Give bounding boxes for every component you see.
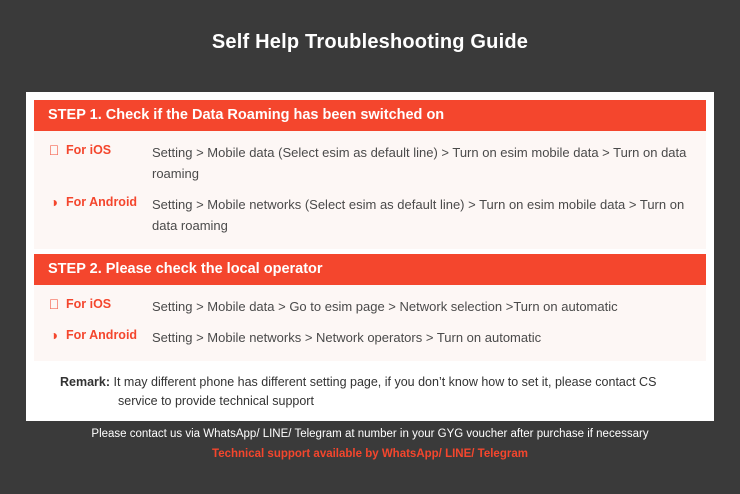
remark-continuation: service to provide technical support <box>118 394 314 408</box>
step-2-instructions-android: Setting > Mobile networks > Network operators > Turn on automatic <box>152 330 542 345</box>
step-2-instructions-ios: Setting > Mobile data > Go to esim page > Network selection >Turn on automatic <box>152 299 618 314</box>
apple-icon <box>46 142 62 159</box>
os-label-text: For iOS <box>66 143 112 157</box>
remark-label: Remark: <box>60 375 111 389</box>
remark-block <box>26 361 714 421</box>
os-label-text: For iOS <box>66 297 112 311</box>
step-1-body <box>34 131 706 249</box>
step-2-row-ios <box>34 291 706 322</box>
footer-contact-line: Please contact us via WhatsApp/ LINE/ Telegram at number in your GYG voucher after purchase if necessary <box>91 428 649 440</box>
footer-support-line: Technical support available by WhatsApp/ LINE/ Telegram <box>212 448 528 460</box>
page-title: Self Help Troubleshooting Guide <box>211 30 529 53</box>
os-label-ios <box>34 142 152 159</box>
step-1-header: STEP 1. Check if the Data Roaming has been switched on <box>34 100 706 131</box>
android-icon: ◑ <box>49 327 59 343</box>
footer <box>0 424 740 464</box>
os-label-android <box>34 194 152 211</box>
step-2-body <box>34 285 706 361</box>
os-label-text: For Android <box>66 328 138 342</box>
os-label-android <box>34 327 152 344</box>
os-label-text: For Android <box>66 195 138 209</box>
remark-text: It may different phone has different setting page, if you don’t know how to set it, please contact CS <box>110 375 657 389</box>
os-label-ios <box>34 296 152 313</box>
apple-icon <box>46 296 62 313</box>
android-icon: ◑ <box>49 194 59 210</box>
step-1-row-ios <box>34 137 706 189</box>
guide-card <box>26 92 714 421</box>
title-bar <box>0 0 740 84</box>
step-2-header: STEP 2. Please check the local operator <box>34 254 706 285</box>
step-1-instructions-android: Setting > Mobile networks (Select esim as default line) > Turn on esim mobile data > Turn on data roaming <box>152 197 685 233</box>
step-1-instructions-ios: Setting > Mobile data (Select esim as default line) > Turn on esim mobile data > Turn on data roaming <box>152 145 687 181</box>
step-1-row-android <box>34 189 706 241</box>
step-2-row-android <box>34 322 706 353</box>
